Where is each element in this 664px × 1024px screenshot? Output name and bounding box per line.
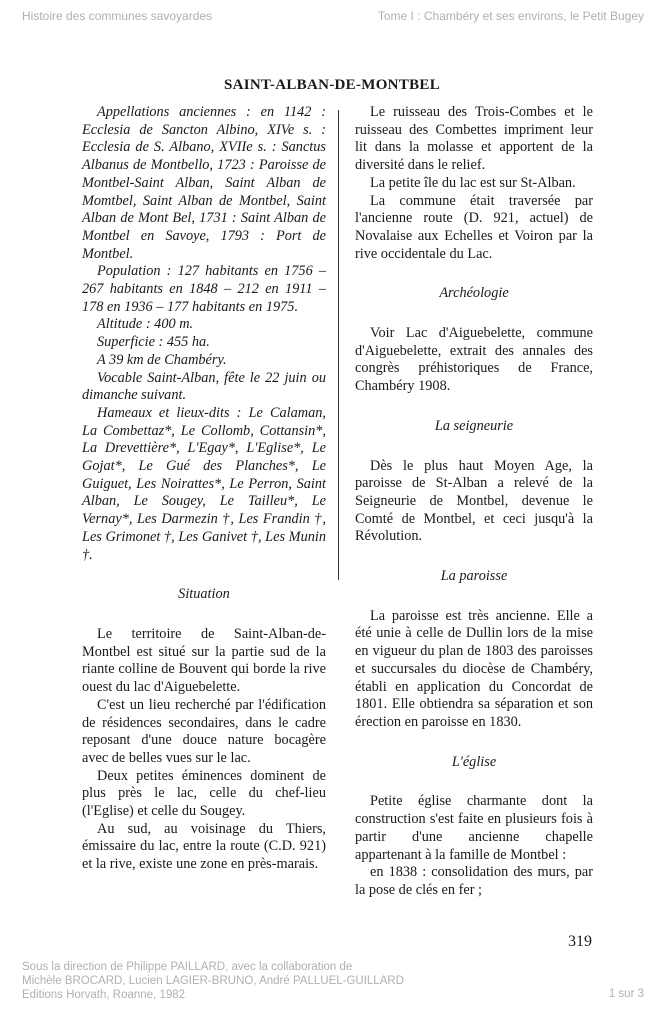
superficie-paragraph: Superficie : 455 ha.: [97, 334, 210, 351]
situation-paragraph-3: Deux petites éminences dominent de plus près le lac, celle du chef-lieu (l'Eglise) et celle du Sougey.: [82, 767, 326, 820]
eglise-paragraph-2: en 1838 : consolidation des murs, par la pose de clés en fer ;: [355, 864, 593, 898]
section-heading-paroisse: La paroisse: [440, 568, 508, 585]
footer-credits-line-1: Sous la direction de Philippe PAILLARD, avec la collaboration de: [22, 961, 353, 973]
seigneurie-paragraph: Dès le plus haut Moyen Age, la paroisse de St-Alban a relevé de la Seigneurie de Montbel, devenue le Comté de Montbel, et ceci jusqu'à la Révolution.: [355, 457, 593, 545]
left-column: [82, 104, 326, 874]
situation-paragraph-2: C'est un lieu recherché par l'édification de résidences secondaires, dans le cadre reposant d'une douce nature bocagère avec de belles vues sur le lac.: [82, 696, 326, 766]
hameaux-paragraph: Hameaux et lieux-dits : Le Calaman, La Combettaz*, Le Collomb, Cottansin*, La Drevettière*, L'Egay*, L'Eglise*, Le Gojat*, Le Gué des Planches*, Le Guiguet, Les Noirattes*, Le Perron, Saint Alban, Le Sougey, Le Tailleu*, Le Vernay*, Les Darmezin †, Les Frandin †, Les Grimonet †, Les Ganivet †, Les Munin †.: [82, 404, 326, 563]
page-title: SAINT-ALBAN-DE-MONTBEL: [223, 77, 441, 93]
section-heading-seigneurie: La seigneurie: [434, 417, 514, 434]
section-heading-archeologie: Archéologie: [439, 285, 509, 302]
eglise-paragraph-1: Petite église charmante dont la construction s'est faite en plusieurs fois à partir d'une ancienne chapelle appartenant à la famille de Montbel :: [355, 793, 593, 863]
situation-paragraph-1: Le territoire de Saint-Alban-de-Montbel est situé sur la partie sud de la riante colline de Bouvent qui borde la rive ouest du lac d'Aiguebelette.: [82, 625, 326, 696]
running-header-right: Tome I : Chambéry et ses environs, le Petit Bugey: [377, 9, 644, 23]
appellations-paragraph: Appellations anciennes : en 1142 : Ecclesia de Sancton Albino, XIVe s. : Ecclesia de S. Albano, XVIIe s. : Sanctus Albanus de Montbello, 1723 : Paroisse de Montbel-Saint Alban, Saint Alban de Momtbel, Saint Alban de Montbel, Saint Alban de Mont Bel, 1731 : Saint Alban de Montbel en Savoye, 1793 : Port de Montbel.: [82, 104, 326, 262]
page-count: 1 sur 3: [608, 988, 644, 1000]
running-header-left: Histoire des communes savoyardes: [22, 9, 213, 23]
archeologie-paragraph: Voir Lac d'Aiguebelette, commune d'Aiguebelette, extrait des annales des congrès préhistoriques de France, Chambéry 1908.: [355, 325, 593, 395]
section-heading-eglise: L'église: [451, 753, 497, 770]
section-heading-situation: Situation: [178, 586, 230, 603]
page-number: 319: [568, 933, 592, 950]
population-paragraph: Population : 127 habitants en 1756 – 267 habitants en 1848 – 212 en 1911 – 178 en 1936 – 177 habitants en 1975.: [82, 263, 326, 315]
page-footer: [22, 960, 404, 1002]
relief-paragraph-1: Le ruisseau des Trois-Combes et le ruisseau des Combettes impriment leur lit dans la molasse et apportent de la diversité dans le relief.: [355, 104, 593, 174]
relief-paragraph-3: La commune était traversée par l'ancienne route (D. 921, actuel) de Novalaise aux Echelles et Voiron par la rive occidentale du Lac.: [355, 192, 593, 262]
right-column: [355, 104, 593, 900]
situation-paragraph-4: Au sud, au voisinage du Thiers, émissaire du lac, entre la route (C.D. 921) et la rive, existe une zone en près-marais.: [82, 820, 326, 873]
footer-credits-line-2: Michèle BROCARD, Lucien LAGIER-BRUNO, André PALLUEL-GUILLARD: [22, 975, 404, 987]
altitude-paragraph: Altitude : 400 m.: [97, 316, 194, 333]
paroisse-paragraph: La paroisse est très ancienne. Elle a été unie à celle de Dullin lors de la mise en vigueur du plan de 1803 des paroisses et succursales du diocèse de Chambéry, établi en application du Concordat de 1801. Elle obtiendra sa séparation et son érection en paroisse en 1830.: [355, 607, 593, 730]
relief-paragraph-2: La petite île du lac est sur St-Alban.: [370, 174, 576, 191]
column-divider: [338, 110, 339, 580]
vocable-paragraph: Vocable Saint-Alban, fête le 22 juin ou dimanche suivant.: [82, 369, 326, 404]
distance-paragraph: A 39 km de Chambéry.: [97, 351, 227, 368]
footer-publisher-line: Editions Horvath, Roanne, 1982: [22, 989, 186, 1001]
